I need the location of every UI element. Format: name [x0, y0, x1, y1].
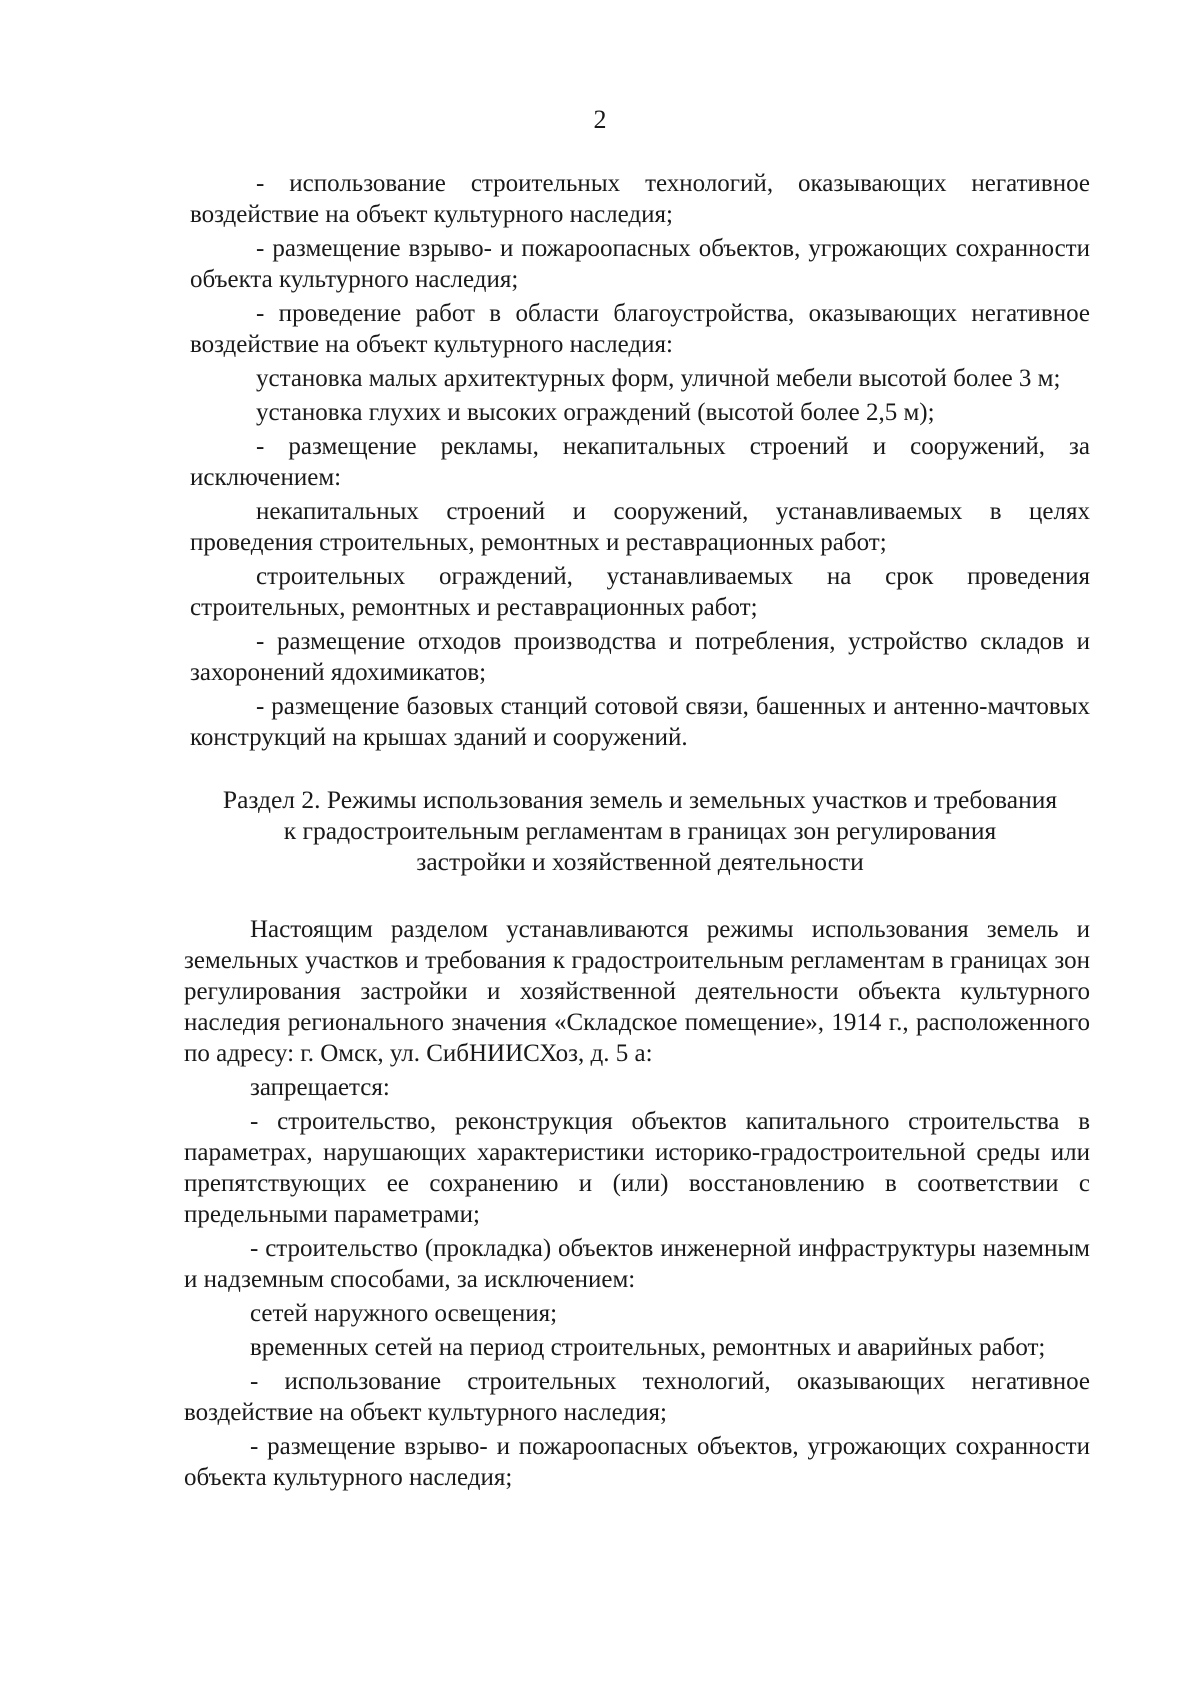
- section-heading: [190, 784, 1090, 877]
- section-heading-line: Раздел 2. Режимы использования земель и земельных участков и требования: [222, 785, 1058, 814]
- paragraph: - размещение рекламы, некапитальных строений и сооружений, за исключением:: [190, 433, 1090, 491]
- paragraph: запрещается:: [250, 1074, 390, 1101]
- section-2-body: [184, 914, 1090, 1493]
- paragraph: - размещение взрыво- и пожароопасных объектов, угрожающих сохранности объекта культурного наследия;: [184, 1433, 1090, 1491]
- paragraph: - размещение отходов производства и потребления, устройство складов и захоронений ядохимикатов;: [190, 628, 1090, 686]
- paragraph: установка малых архитектурных форм, уличной мебели высотой более 3 м;: [256, 365, 1061, 392]
- restrictions-list-top: [190, 168, 1090, 753]
- paragraph: строительных ограждений, устанавливаемых на срок проведения строительных, ремонтных и реставрационных работ;: [190, 563, 1090, 621]
- paragraph: Настоящим разделом устанавливаются режимы использования земель и земельных участков и требования к градостроительным регламентам в границах зон регулирования застройки и хозяйственной деятельности объекта культурного наследия регионального значения «Складское помещение», 1914 г., расположенного по адресу: г. Омск, ул. СибНИИСХоз, д. 5 а:: [184, 916, 1090, 1067]
- paragraph: установка глухих и высоких ограждений (высотой более 2,5 м);: [256, 399, 935, 426]
- paragraph: некапитальных строений и сооружений, устанавливаемых в целях проведения строительных, ремонтных и реставрационных работ;: [190, 498, 1090, 556]
- paragraph: - размещение базовых станций сотовой связи, башенных и антенно-мачтовых конструкций на крышах зданий и сооружений.: [190, 693, 1090, 751]
- paragraph: - размещение взрыво- и пожароопасных объектов, угрожающих сохранности объекта культурного наследия;: [190, 235, 1090, 293]
- paragraph: временных сетей на период строительных, ремонтных и аварийных работ;: [250, 1334, 1046, 1361]
- page-number: 2: [593, 105, 607, 134]
- paragraph: сетей наружного освещения;: [250, 1300, 558, 1327]
- section-heading-line: к градостроительным регламентам в границах зон регулирования: [283, 816, 997, 845]
- paragraph: - строительство (прокладка) объектов инженерной инфраструктуры наземным и надземным способами, за исключением:: [184, 1235, 1090, 1293]
- paragraph: - проведение работ в области благоустройства, оказывающих негативное воздействие на объект культурного наследия:: [190, 300, 1090, 358]
- paragraph: - использование строительных технологий, оказывающих негативное воздействие на объект культурного наследия;: [190, 170, 1090, 228]
- paragraph: - использование строительных технологий, оказывающих негативное воздействие на объект культурного наследия;: [184, 1368, 1090, 1426]
- paragraph: - строительство, реконструкция объектов капитального строительства в параметрах, нарушающих характеристики историко-градостроительной среды или препятствующих ее сохранению и (или) восстановлению в соответствии с предельными параметрами;: [184, 1108, 1090, 1228]
- section-heading-line: застройки и хозяйственной деятельности: [416, 847, 864, 876]
